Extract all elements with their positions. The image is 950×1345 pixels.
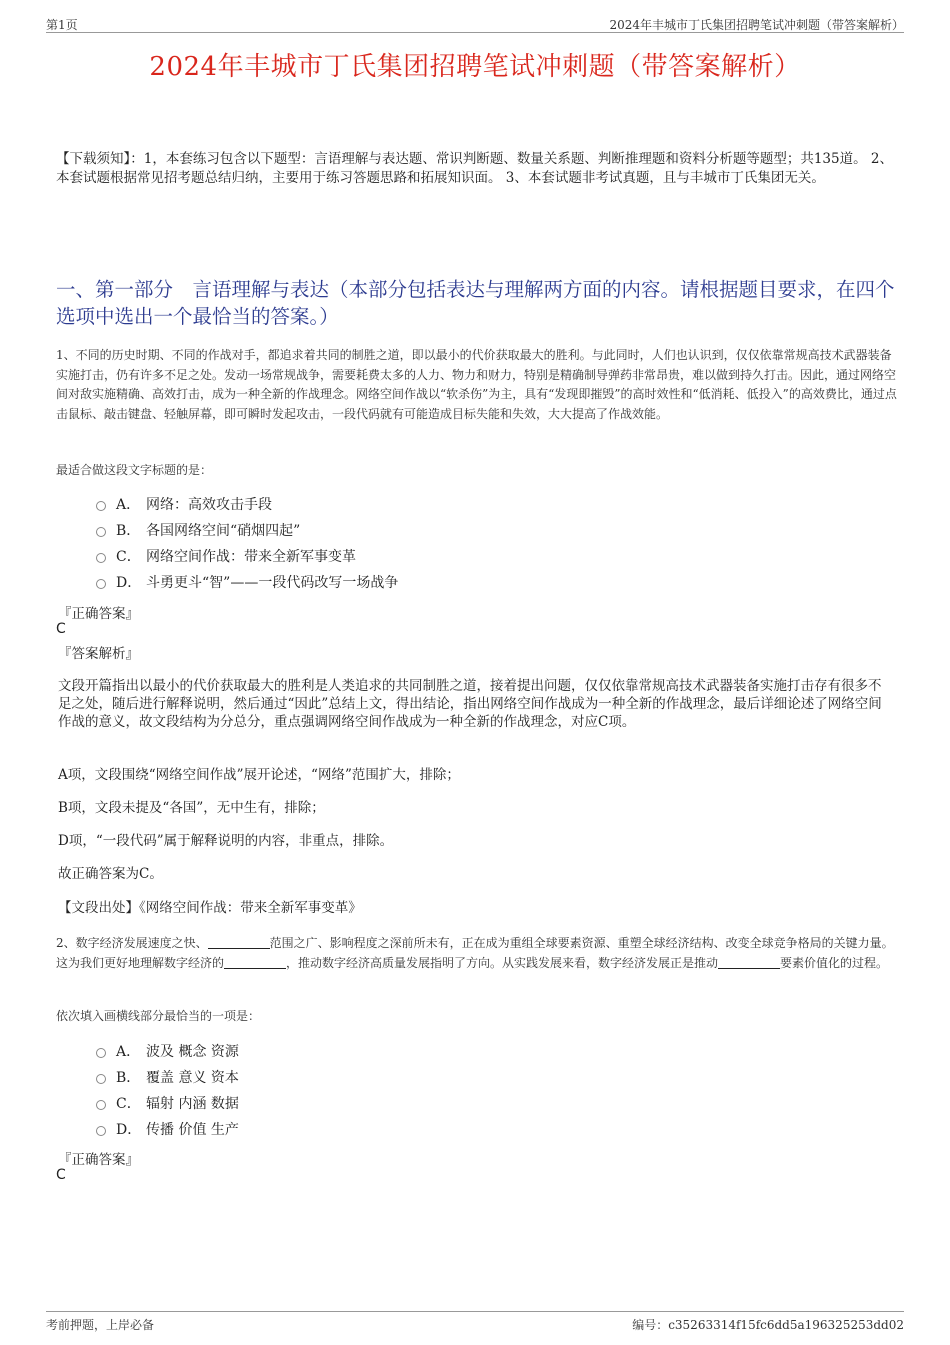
option-b[interactable]: B． 各国网络空间“硝烟四起” [96,518,398,544]
analysis-paragraph: A项，文段围绕“网络空间作战”展开论述，“网络”范围扩大，排除； [58,767,460,783]
question-2-prompt: 依次填入画横线部分最恰当的一项是： [56,1009,261,1023]
download-notice: 【下载须知】：1，本套练习包含以下题型：言语理解与表达题、常识判断题、数量关系题、判断推理题和资料分析题等题型；共135道。 2、本套试题根据常见招考题总结归纳，主要用于练习答题思路和拓展知识面。 3、本套试题非考试真题，且与丰城市丁氏集团无关。 [56,151,893,186]
radio-icon[interactable] [96,1048,106,1058]
question-1-prompt: 最适合做这段文字标题的是： [56,463,213,477]
fill-blank [718,956,780,969]
question-2-options [96,1039,239,1143]
page-number: 第1页 [46,18,78,32]
question-1-options [96,492,398,596]
radio-icon[interactable] [96,1074,106,1084]
page-header [46,14,904,33]
text-source: 【文段出处】《网络空间作战：带来全新军事变革》 [58,900,362,916]
header-doc-title: 2024年丰城市丁氏集团招聘笔试冲刺题（带答案解析） [609,18,904,32]
correct-answer: C [56,621,66,637]
fill-blank [208,936,270,949]
option-d[interactable]: D． 传播 价值 生产 [96,1117,239,1143]
radio-icon[interactable] [96,579,106,589]
analysis-conclusion: 故正确答案为C。 [58,866,163,882]
option-a[interactable]: A． 波及 概念 资源 [96,1039,239,1065]
correct-answer: C [56,1167,66,1183]
page-footer [46,1311,904,1332]
footer-slogan: 考前押题，上岸必备 [46,1318,155,1332]
section-title: 一、第一部分 言语理解与表达（本部分包括表达与理解两方面的内容。请根据题目要求，在四个选项中选出一个最恰当的答案。） [56,278,895,328]
analysis-paragraph: 文段开篇指出以最小的代价获取最大的胜利是人类追求的共同制胜之道，接着提出问题，仅仅依靠常规高技术武器装备实施打击存有很多不足之处，随后进行解释说明，然后通过“因此”总结上文，得出结论，指出网络空间作战成为一种全新的作战理念，最后详细论述了网络空间作战的意义，故文段结构为分总分，重点强调网络空间作战成为一种全新的作战理念，对应C项。 [58,678,882,730]
radio-icon[interactable] [96,1100,106,1110]
option-a[interactable]: A． 网络：高效攻击手段 [96,492,398,518]
page-title: 2024年丰城市丁氏集团招聘笔试冲刺题（带答案解析） [149,52,801,82]
option-b[interactable]: B． 覆盖 意义 资本 [96,1065,239,1091]
option-c[interactable]: C． 辐射 内涵 数据 [96,1091,239,1117]
analysis-paragraph: D项，“一段代码”属于解释说明的内容，非重点，排除。 [58,833,394,849]
correct-answer-label: 『正确答案』 [58,606,139,622]
analysis-paragraph: B项，文段未提及“各国”，无中生有，排除； [58,800,325,816]
fill-blank [224,956,286,969]
question-1-text: 1、不同的历史时期、不同的作战对手，都追求着共同的制胜之道，即以最小的代价获取最大的胜利。与此同时，人们也认识到，仅仅依靠常规高技术武器装备实施打击，仍有许多不足之处。发动一场常规战争，需要耗费太多的人力、物力和财力，特别是精确制导弹药非常昂贵，难以做到持久打击。因此，通过网络空间对敌实施精确、高效打击，成为一种全新的作战理念。网络空间作战以“软杀伤”为主，具有“发现即摧毁”的高时效性和“低消耗、低投入”的高效费比，通过点击鼠标、敲击键盘、轻触屏幕，即可瞬时发起攻击，一段代码就有可能造成目标失能和失效，大大提高了作战效能。 [56,348,897,421]
radio-icon[interactable] [96,553,106,563]
option-d[interactable]: D． 斗勇更斗“智”——一段代码改写一场战争 [96,570,398,596]
question-2-text: 2、数字经济发展速度之快、 范围之广、影响程度之深前所未有，正在成为重组全球要素资源、重塑全球经济结构、改变全球竞争格局的关键力量。这为我们更好地理解数字经济的 ，推动数字经济高质量发展指明了方向。从实践发展来看，数字经济发展正是推动 要素价值化的过程。 [56,936,894,970]
option-c[interactable]: C． 网络空间作战：带来全新军事变革 [96,544,398,570]
radio-icon[interactable] [96,1126,106,1136]
document-id: 编号：c35263314f15fc6dd5a196325253dd02 [632,1318,904,1332]
radio-icon[interactable] [96,501,106,511]
radio-icon[interactable] [96,527,106,537]
analysis-label: 『答案解析』 [58,646,139,662]
correct-answer-label: 『正确答案』 [58,1152,139,1168]
